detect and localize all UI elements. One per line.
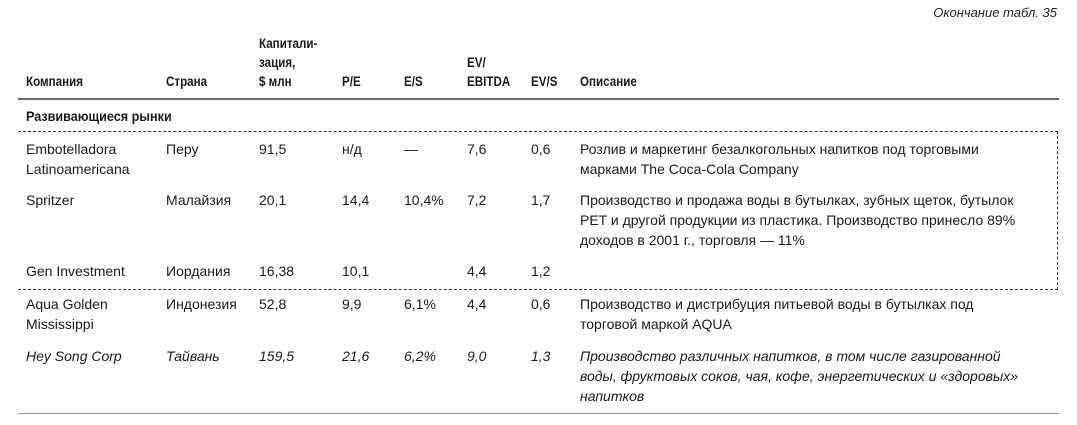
description-line: марками The Coca-Cola Company (580, 161, 799, 177)
ev-ebitda: 7,6 (467, 141, 487, 157)
es-ratio: 10,4% (404, 192, 444, 208)
es-ratio: 6,2% (404, 348, 436, 364)
country: Индонезия (166, 296, 237, 312)
header-ev-ebitda-line: EV/ (467, 55, 486, 70)
ev-ebitda: 7,2 (467, 192, 487, 208)
company-name (26, 346, 166, 366)
company-name (26, 139, 166, 179)
header-evs: EV/S (531, 74, 558, 89)
company-name-line: Hey Song Corp (26, 348, 122, 364)
ev-ebitda: 4,4 (467, 263, 487, 279)
pe-ratio: 10,1 (342, 263, 370, 279)
capitalization: 52,8 (259, 296, 287, 312)
country: Перу (166, 141, 199, 157)
description-line: Производство и дистрибуция питьевой воды в бутылках под (580, 296, 974, 312)
description-line: торговой маркой AQUA (580, 316, 732, 332)
ev-s: 0,6 (531, 141, 551, 157)
company-name (26, 294, 166, 334)
header-capitalization-line: Капитали- (259, 36, 318, 51)
ev-s: 1,7 (531, 192, 551, 208)
company-name (26, 190, 166, 210)
capitalization: 20,1 (259, 192, 287, 208)
ev-s: 1,3 (531, 348, 551, 364)
capitalization: 159,5 (259, 348, 295, 364)
es-ratio: — (404, 141, 418, 157)
capitalization: 16,38 (259, 263, 295, 279)
pe-ratio: 9,9 (342, 296, 362, 312)
capitalization: 91,5 (259, 141, 287, 157)
country: Малайзия (166, 192, 232, 208)
header-capitalization-line: $ млн (259, 74, 292, 89)
company-name-line: Aqua Golden (26, 296, 108, 312)
description (580, 346, 1055, 406)
ev-s: 0,6 (531, 296, 551, 312)
header-capitalization-line: зация, (259, 55, 296, 70)
description-line: Производство и продажа воды в бутылках, зубных щеток, бутылок (580, 192, 1014, 208)
header-ev-ebitda-line: EBITDA (467, 74, 511, 89)
description-line: Производство различных напитков, в том числе газированной (580, 348, 1001, 364)
pe-ratio: 14,4 (342, 192, 370, 208)
company-name-line: Mississippi (26, 316, 94, 332)
header-capitalization (259, 34, 317, 91)
header-description: Описание (580, 74, 637, 89)
country: Тайвань (166, 348, 220, 364)
description-line: напитков (580, 388, 645, 404)
company-name-line: Latinoamericana (26, 161, 130, 177)
header-company: Компания (26, 74, 84, 89)
section-title: Развивающиеся рынки (26, 108, 172, 124)
description-line: воды, фруктовых соков, чая, кофе, энергетических и «здоровых» (580, 368, 1019, 384)
ev-ebitda: 9,0 (467, 348, 487, 364)
description-line: Розлив и маркетинг безалкогольных напитков под торговыми (580, 141, 979, 157)
company-name-line: Spritzer (26, 192, 75, 208)
description (580, 139, 1055, 179)
company-name (26, 261, 166, 281)
table-bottom-rule (18, 413, 1059, 414)
ev-s: 1,2 (531, 263, 551, 279)
description-line: доходов в 2001 г., торговля — 11% (580, 232, 805, 248)
company-name-line: Embotelladora (26, 141, 117, 157)
pe-ratio: 21,6 (342, 348, 370, 364)
header-es: E/S (404, 74, 423, 89)
description (580, 294, 1055, 334)
es-ratio: 6,1% (404, 296, 436, 312)
pe-ratio: н/д (342, 141, 362, 157)
description (580, 190, 1055, 250)
country: Иордания (166, 263, 231, 279)
header-divider (18, 98, 1059, 100)
header-ev-ebitda (467, 53, 510, 91)
ev-ebitda: 4,4 (467, 296, 487, 312)
header-country: Страна (166, 74, 208, 89)
table-caption: Окончание табл. 35 (933, 5, 1057, 20)
header-pe: P/E (342, 74, 361, 89)
description-line: PET и другой продукции из пластика. Производство принесло 89% (580, 212, 1016, 228)
company-name-line: Gen Investment (26, 263, 125, 279)
